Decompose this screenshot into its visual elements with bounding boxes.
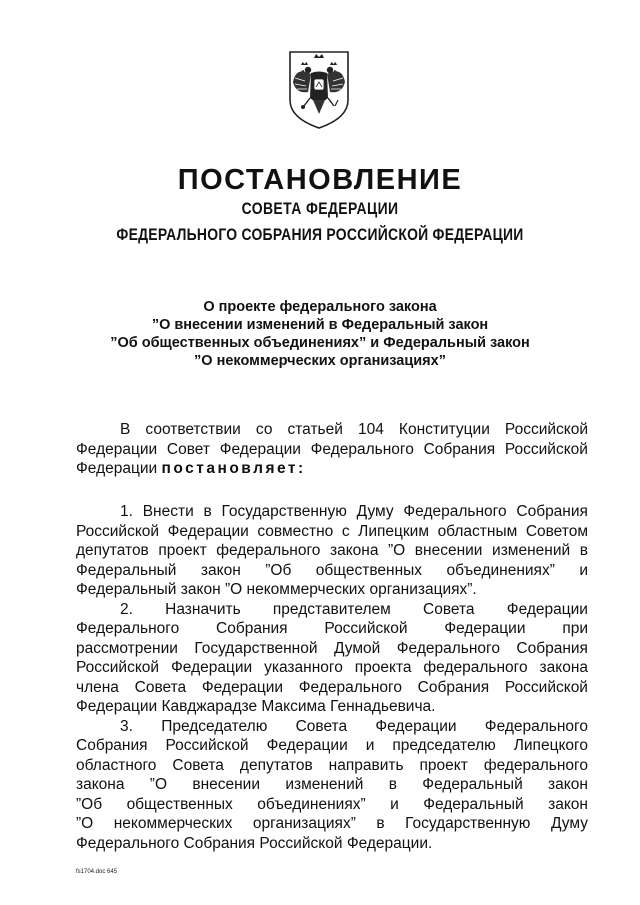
word: Федерального (484, 717, 588, 735)
word: 104 (357, 421, 384, 438)
word: организациях”. (369, 581, 477, 598)
text-line (76, 639, 588, 659)
word: внесении (414, 542, 483, 559)
word: рассмотрении (76, 639, 178, 657)
word: закон (548, 795, 588, 813)
word: Федерации (506, 600, 588, 618)
word: Липецкого (513, 737, 588, 754)
word: Собрания (417, 678, 490, 696)
word: Собрания (516, 639, 588, 657)
word: указанного (264, 659, 343, 676)
word: общественных (126, 795, 233, 813)
word: закона (76, 776, 125, 793)
word: и (390, 795, 399, 813)
word: ”Об (76, 795, 103, 813)
text-line (76, 658, 588, 678)
word: закон (180, 581, 221, 598)
word: совместно (257, 522, 334, 540)
word: Назначить (165, 600, 241, 618)
word: Федерального (76, 620, 180, 637)
word: Председателю (161, 717, 268, 735)
word: с (341, 522, 350, 540)
word: изменений (492, 542, 571, 559)
text-line (76, 678, 588, 698)
subject-line: ”Об общественных объединениях” и Федеральный закон (110, 335, 530, 351)
text-line (76, 697, 588, 717)
word: федерального (423, 659, 528, 676)
word: Конституции (398, 421, 490, 438)
text-line (76, 541, 588, 561)
word: Федерального (76, 834, 180, 852)
word: областным (437, 522, 518, 540)
word: объединениях” (257, 795, 366, 813)
word: закон (548, 776, 588, 793)
text-line (76, 420, 588, 440)
subject-line: ”О внесении изменений в Федеральный закон (151, 317, 489, 333)
word: Федерального (403, 503, 507, 520)
word: и (365, 737, 375, 754)
text-line (76, 834, 588, 854)
word: Кавджарадзе (161, 698, 258, 715)
word: объединениях” (446, 561, 555, 579)
text-line (76, 600, 588, 620)
preamble-keyword: постановляет: (161, 460, 306, 477)
text-line (76, 580, 588, 600)
text-line (76, 502, 588, 522)
word: Федерации (76, 698, 158, 715)
text-line (76, 756, 588, 776)
word: 3. (120, 717, 133, 735)
word: Максима (261, 698, 326, 715)
text-line (76, 717, 588, 737)
word: В (120, 421, 131, 438)
word: Федерации (201, 678, 284, 696)
word: Российской (76, 659, 160, 676)
word: председателю (392, 737, 496, 754)
word: Собрания (216, 620, 288, 637)
word: Думу (356, 503, 394, 520)
word: Федерального (310, 440, 414, 458)
word: внесении (192, 776, 260, 793)
word: Геннадьевича. (330, 698, 436, 715)
word: ”О (224, 581, 243, 598)
text-line (76, 775, 588, 795)
word: Совета (134, 678, 187, 696)
word: проект (158, 542, 207, 559)
word: Собрания (183, 834, 256, 852)
text-line (76, 795, 588, 815)
word: ”О (76, 815, 94, 832)
word: в (376, 815, 385, 832)
word: Государственную (405, 815, 531, 832)
word: Совета (423, 600, 475, 618)
text-line (76, 459, 588, 479)
word: депутатов (239, 756, 313, 774)
word: Федеральный (423, 795, 524, 813)
word: проект (419, 756, 468, 774)
subject-line: О проекте федерального закона (203, 299, 437, 315)
word: организациях” (252, 815, 356, 832)
word: со (255, 421, 273, 438)
word: областного (76, 756, 157, 774)
word: Совет (166, 440, 210, 458)
text-line (76, 561, 588, 581)
word: Внести (142, 503, 194, 520)
coat-of-arms-emblem (284, 48, 354, 132)
preamble-text: Федерации (76, 460, 158, 477)
word: Липецким (358, 522, 429, 540)
word: Федерации (167, 522, 249, 540)
text-line (76, 522, 588, 542)
word: в (388, 776, 397, 793)
word: закона (329, 542, 379, 559)
word: Федеральный (76, 561, 177, 579)
word: Российской (324, 620, 408, 637)
word: Федерации (444, 620, 526, 637)
word: в (579, 542, 588, 559)
text-line (76, 814, 588, 834)
word: Совета (295, 717, 348, 735)
word: статьей (287, 421, 343, 438)
document-title: ПОСТАНОВЛЕНИЕ (177, 164, 463, 196)
word: Федерации. (346, 834, 433, 852)
issuer-line-2: ФЕДЕРАЛЬНОГО СОБРАНИЯ РОССИЙСКОЙ ФЕДЕРАЦИИ (116, 225, 524, 244)
subject-line: ”О некоммерческих организациях” (194, 353, 446, 369)
word: Государственную (221, 503, 347, 520)
word: Федерации (266, 737, 348, 754)
word: Федерации (219, 440, 301, 458)
word: Собрания (516, 503, 588, 520)
file-reference: fs1704.doc 645 (76, 869, 118, 875)
word: Собрания (423, 440, 496, 458)
word: Российской (504, 421, 588, 438)
resolution-subject (0, 298, 640, 370)
word: Федерального (298, 678, 402, 696)
text-line (76, 440, 588, 460)
word: 2. (120, 600, 133, 618)
word: при (562, 620, 588, 637)
word: 1. (120, 503, 133, 520)
word: Российской (504, 440, 588, 458)
word: депутатов (76, 542, 149, 559)
word: федерального (483, 756, 588, 774)
word: закон (200, 561, 241, 579)
word: проекта (354, 659, 412, 676)
word: Российской (259, 834, 343, 852)
word: Федеральный (76, 581, 177, 598)
word: Федеральный (422, 776, 523, 793)
word: направить (328, 756, 404, 774)
word: некоммерческих (246, 581, 366, 598)
word: Советом (525, 522, 588, 540)
text-line (76, 619, 588, 639)
word: Думу (550, 815, 588, 832)
resolution-points (76, 502, 588, 853)
word: и (579, 561, 588, 579)
word: Федерального (396, 639, 500, 657)
word: Федерации (76, 440, 158, 458)
word: общественных (315, 561, 423, 579)
word: представителем (272, 600, 391, 618)
word: Думой (333, 639, 381, 657)
word: Федерации (171, 659, 253, 676)
word: федерального (216, 542, 321, 559)
word: Государственной (194, 639, 318, 657)
word: ”О (149, 776, 168, 793)
word: ”Об (265, 561, 292, 579)
word: Совета (172, 756, 224, 774)
word: Российской (504, 678, 588, 696)
word: Собрания (76, 737, 148, 754)
word: члена (76, 678, 119, 696)
word: Российской (76, 522, 160, 540)
word: изменений (285, 776, 364, 793)
word: соответствии (145, 421, 241, 438)
preamble-paragraph (76, 420, 588, 479)
word: Федерации (375, 717, 457, 735)
word: Российской (165, 737, 249, 754)
word: в (203, 503, 212, 520)
issuer-line-1: СОВЕТА ФЕДЕРАЦИИ (241, 199, 399, 218)
word: закона (539, 659, 588, 676)
word: ”О (388, 542, 406, 559)
text-line (76, 736, 588, 756)
word: некоммерческих (113, 815, 233, 832)
